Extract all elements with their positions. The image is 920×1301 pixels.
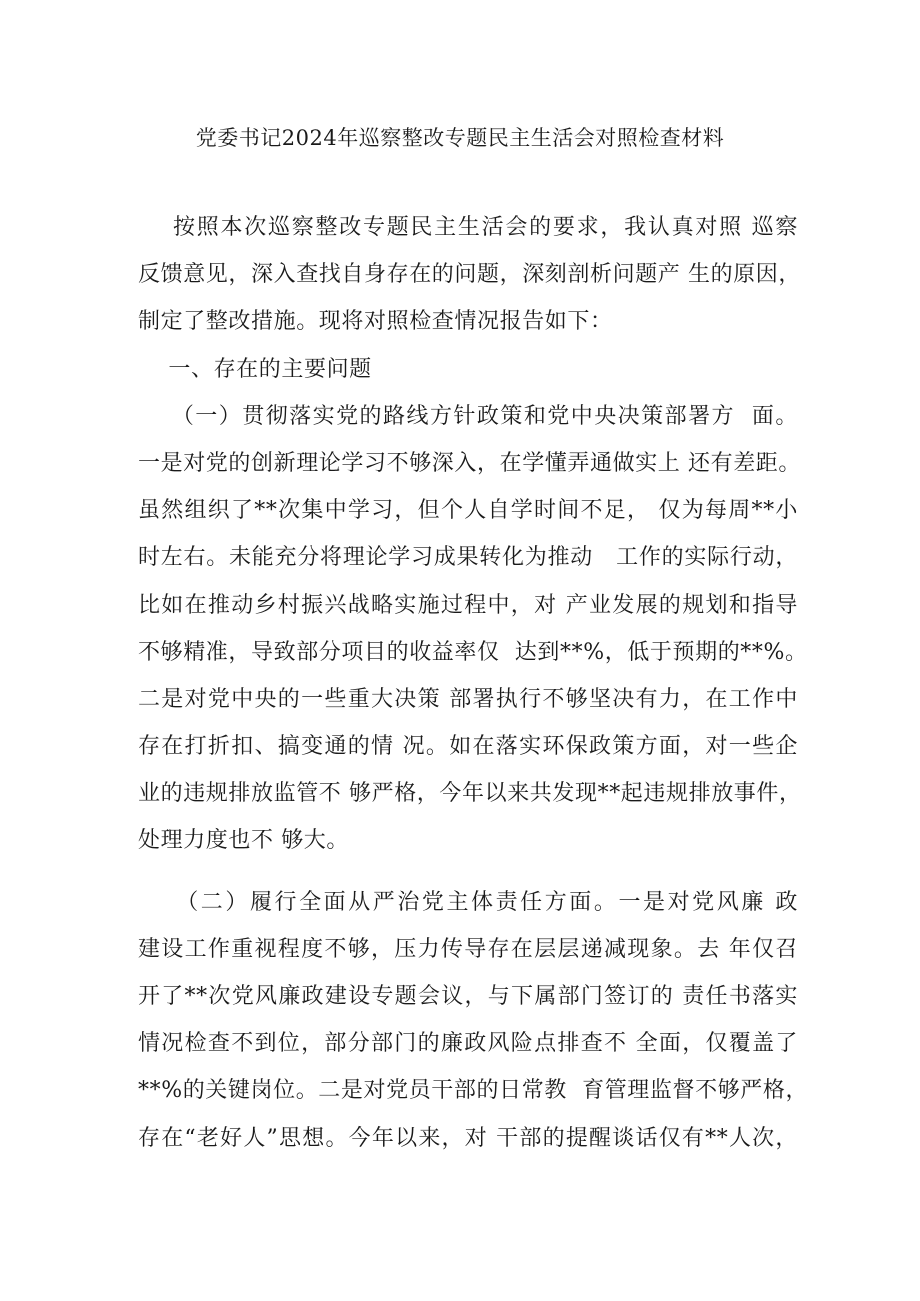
paragraph-gap (138, 865, 798, 879)
text-line: 建设工作重视程度不够，压力传导存在层层递减现象。去 年仅召 (138, 936, 798, 962)
paragraph-item-2 (138, 879, 809, 1162)
text-line: 不够精准，导致部分项目的收益率仅 达到**%，低于预期的**%。 (138, 639, 808, 665)
document-title: 党委书记2024年巡察整改专题民主生活会对照检查材料 (195, 126, 725, 150)
text-line: （二）履行全面从严治党主体责任方面。一是对党风廉 政 (138, 889, 798, 915)
paragraph-item-1 (138, 393, 808, 865)
text-line: 二是对党中央的一些重大决策 部署执行不够坚决有力，在工作中 (138, 686, 798, 712)
text-line: 存在打折扣、搞变通的情 况。如在落实环保政策方面，对一些企 (138, 734, 798, 760)
text-line: 反馈意见，深入查找自身存在的问题，深刻剖析问题产 生的原因， (138, 262, 801, 288)
text-line: 制定了整改措施。现将对照检查情况报告如下： (138, 309, 613, 335)
text-line: 业的违规排放监管不 够严格，今年以来共发现**起违规排放事件， (138, 781, 802, 807)
paragraph-intro (138, 204, 801, 346)
text-line: 情况检查不到位，部分部门的廉政风险点排查不 全面，仅覆盖了 (138, 1031, 798, 1057)
text-line: 一是对党的创新理论学习不够深入，在学懂弄通做实上 还有差距。 (138, 450, 801, 476)
text-line: 按照本次巡察整改专题民主生活会的要求，我认真对照 巡察 (138, 215, 798, 240)
text-line: 虽然组织了**次集中学习，但个人自学时间不足， 仅为每周**小 (138, 498, 798, 524)
text-line: **%的关键岗位。二是对党员干部的日常教 育管理监督不够严格， (138, 1078, 809, 1104)
text-line: 一、存在的主要问题 (138, 356, 372, 382)
section-heading (138, 346, 798, 393)
text-line: 比如在推动乡村振兴战略实施过程中，对 产业发展的规划和指导 (138, 592, 798, 618)
document-body (138, 204, 809, 1162)
text-line: （一）贯彻落实党的路线方针政策和党中央决策部署方 面。 (138, 403, 798, 429)
text-line: 时左右。未能充分将理论学习成果转化为推动 工作的实际行动， (138, 545, 798, 571)
text-line: 开了**次党风廉政建设专题会议，与下属部门签订的 责任书落实 (138, 984, 798, 1009)
text-line: 存在“老好人”思想。今年以来，对 干部的提醒谈话仅有**人次， (138, 1125, 798, 1151)
text-line: 处理力度也不 够大。 (138, 828, 349, 854)
